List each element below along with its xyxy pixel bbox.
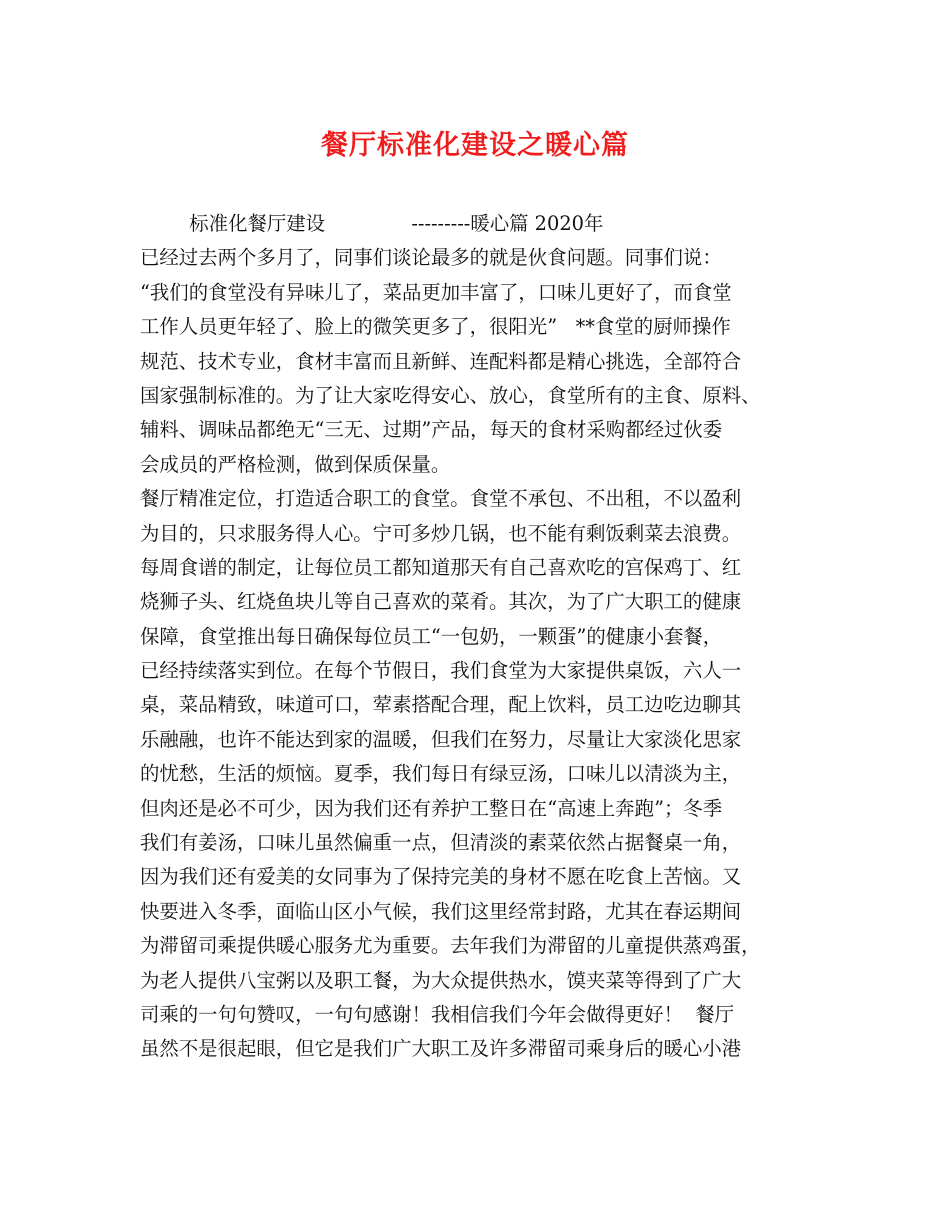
text-line: 我们有姜汤，口味儿虽然偏重一点，但清淡的素菜依然占据餐桌一角， (140, 831, 742, 855)
text-line: “我们的食堂没有异味儿了，菜品更加丰富了，口味儿更好了，而食堂 (140, 280, 732, 304)
text-line: 每周食谱的制定，让每位员工都知道那天有自己喜欢吃的宫保鸡丁、红 (140, 555, 742, 579)
document-title: 餐厅标准化建设之暖心篇 (321, 130, 629, 161)
text-line: 保障，食堂推出每日确保每位员工“一包奶，一颗蛋”的健康小套餐， (140, 624, 723, 648)
text-line: 已经持续落实到位。在每个节假日，我们食堂为大家提供桌饭，六人一 (140, 659, 742, 683)
text-line: 的忧愁，生活的烦恼。夏季，我们每日有绿豆汤，口味儿以清淡为主， (140, 762, 742, 786)
text-line: 因为我们还有爱美的女同事为了保持完美的身材不愿在吃食上苦恼。又 (140, 865, 742, 889)
text-line: 为老人提供八宝粥以及职工餐，为大众提供热水，馍夹菜等得到了广大 (140, 968, 742, 992)
text-line: 规范、技术专业，食材丰富而且新鲜、连配料都是精心挑选，全部符合 (140, 349, 742, 373)
text-line: 为目的，只求服务得人心。宁可多炒几锅，也不能有剩饭剩菜去浪费。 (140, 521, 742, 545)
document-body (140, 207, 820, 1067)
text-line: 辅料、调味品都绝无“三无、过期”产品，每天的食材采购都经过伙委 (140, 418, 723, 442)
text-line: 司乘的一句句赞叹，一句句感谢！我相信我们今年会做得更好！ 餐厅 (140, 1002, 735, 1026)
text-line: 虽然不是很起眼，但它是我们广大职工及许多滞留司乘身后的暖心小港 (140, 1037, 742, 1061)
text-line: 但肉还是必不可少，因为我们还有养护工整日在“高速上奔跑”；冬季 (140, 796, 723, 820)
text-line: 餐厅精准定位，打造适合职工的食堂。食堂不承包、不出租，不以盈利 (140, 487, 742, 511)
text-line: 烧狮子头、红烧鱼块儿等自己喜欢的菜肴。其次，为了广大职工的健康 (140, 590, 742, 614)
text-line: 乐融融，也许不能达到家的温暖，但我们在努力，尽量让大家淡化思家 (140, 727, 742, 751)
text-line: 标准化餐厅建设 ---------暖心篇 2020年 (140, 212, 604, 235)
text-line: 桌，菜品精致，味道可口，荤素搭配合理，配上饮料，员工边吃边聊其 (140, 693, 742, 717)
text-line: 工作人员更年轻了、脸上的微笑更多了，很阳光” **食堂的厨师操作 (140, 315, 731, 339)
text-line: 国家强制标准的。为了让大家吃得安心、放心，食堂所有的主食、原料、 (140, 383, 761, 407)
text-line: 已经过去两个多月了，同事们谈论最多的就是伙食问题。同事们说： (140, 246, 722, 270)
text-line: 会成员的严格检测，做到保质保量。 (140, 452, 451, 476)
text-line: 为滞留司乘提供暖心服务尤为重要。去年我们为滞留的儿童提供蒸鸡蛋， (140, 934, 761, 958)
text-line: 快要进入冬季，面临山区小气候，我们这里经常封路，尤其在春运期间 (140, 899, 742, 923)
